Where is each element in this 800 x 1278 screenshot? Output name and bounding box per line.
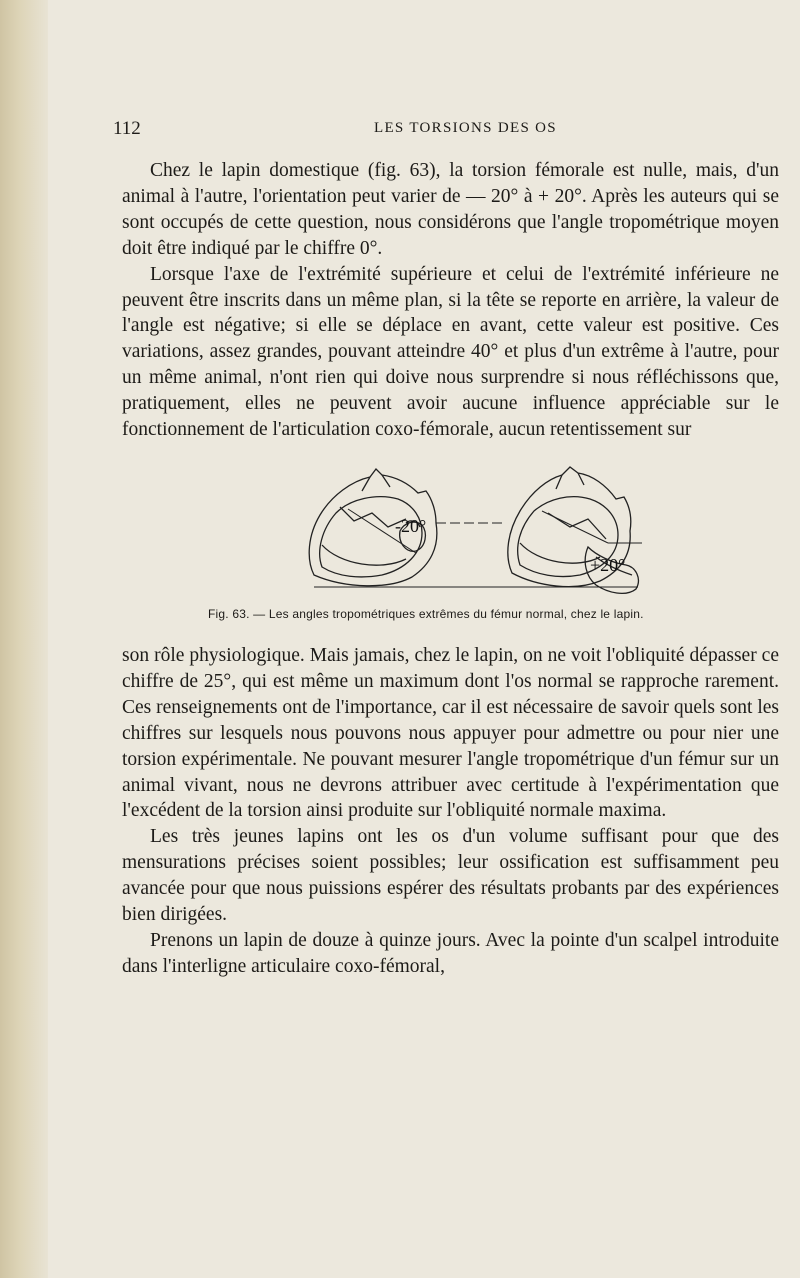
femur-cross-section-diagram [100, 447, 800, 607]
figure-caption: Fig. 63. — Les angles tropométriques extrêmes du fémur normal, chez le lapin. [208, 606, 644, 621]
book-page [100, 118, 800, 980]
book-binding-shadow [0, 0, 48, 1278]
paragraph-continuation: son rôle physiologique. Mais jamais, chez le lapin, on ne voit l'obliquité dépasser ce chiffre de 25°, qui est même un maximum dont l'os normal se rapproche rarement. Ces renseignements ont de l'importance, car il est nécessaire de savoir quels sont les chiffres sur lesquels nous pouvons nous appuyer pour admettre ou pour nier une torsion expérimentale. Ne pouvant mesurer l'angle tropométrique d'un fémur sur un animal vivant, nous ne devrons attribuer avec certitude à l'expérimentation que l'excédent de la torsion ainsi produite sur l'obliquité normale maxima. [122, 644, 779, 822]
page-number: 112 [113, 118, 141, 139]
body-text-bottom [122, 643, 779, 980]
right-axis-line [542, 511, 608, 543]
figure-63 [100, 447, 800, 607]
right-angle-label: +20° [590, 554, 626, 575]
paragraph-2: Lorsque l'axe de l'extrémité supérieure et celui de l'extrémité inférieure ne peuvent être inscrits dans un même plan, si la tête se reporte en arrière, la valeur de l'angle est négative; si elle se déplace en avant, cette valeur est positive. Ces variations, assez grandes, pouvant atteindre 40° et plus d'un extrême à l'autre, pour un même animal, n'ont rien qui doive nous surprendre si nous réfléchissons que, pratiquement, elles ne peuvent avoir aucune influence appréciable sur le fonctionnement de l'articulation coxo-fémorale, aucun retentissement sur [122, 263, 779, 441]
paragraph-3: Les très jeunes lapins ont les os d'un volume suffisant pour que des mensurations précises soient possibles; leur ossification est suffisamment peu avancée pour que nous puissions espérer des résultats probants par des expériences bien dirigées. [122, 826, 779, 926]
running-title: LES TORSIONS DES OS [374, 120, 557, 136]
left-angle-label: -20° [395, 515, 427, 536]
page-header [100, 118, 800, 144]
paragraph-1: Chez le lapin domestique (fig. 63), la torsion fémorale est nulle, mais, d'un animal à l'autre, l'orientation peut varier de — 20° à + 20°. Après les auteurs qui se sont occupés de cette question, nous considérons que l'angle tropométrique moyen doit être indiqué par le chiffre 0°. [122, 160, 779, 259]
body-text-top [122, 158, 779, 443]
paragraph-4: Prenons un lapin de douze à quinze jours. Avec la pointe d'un scalpel introduite dans l'interligne articulaire coxo-fémoral, [122, 929, 779, 977]
